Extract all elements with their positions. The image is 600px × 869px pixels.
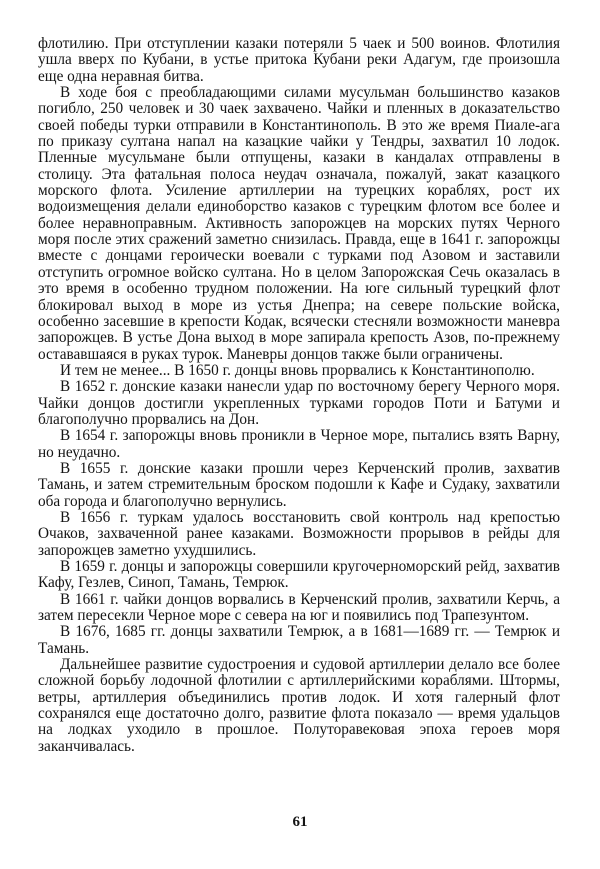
paragraph: В ходе боя с преобладающими силами мусульман большинство казаков погибло, 250 человек и 30 чаек захвачено. Чайки и пленных в доказательство своей победы турки отправили в Константинополь. В это же время Пиале-ага по приказу султана напал на казацкие чайки у Тендры, захватил 10 лодок. Пленные мусульмане были отпущены, казаки в кандалах отправлены в столицу. Эта фатальная полоса неудач означала, пожалуй, закат казацкого морского флота. Усиление артиллерии на турецких кораблях, рост их водоизмещения делали единоборство казаков с турецким флотом все более и более неравноправным. Активность запорожцев на морских путях Черного моря после этих сражений заметно снизилась. Правда, еще в 1641 г. запорожцы вместе с донцами героически воевали с турками под Азовом и заставили отступить огромное войско султана. Но в целом Запорожская Сечь оказалась в это время в особенно трудном положении. На юге сильный турецкий флот блокировал выход в море из устья Днепра; на севере польские войска, особенно засевшие в крепости Кодак, всячески стесняли возможности маневра запорожцев. В устье Дона выход в море запирала крепость Азов, по-прежнему остававшаяся в руках турок. Маневры донцов также были ограничены. (38, 84, 560, 363)
page-number: 61 (292, 814, 308, 830)
paragraph: Дальнейшее развитие судостроения и судовой артиллерии делало все более сложной борьбу лодочной флотилии с артиллерийскими кораблями. Штормы, ветры, артиллерия объединились против лодок. И хотя галерный флот сохранялся еще достаточно долго, развитие флота показало — время удальцов на лодках уходило в прошлое. Полуторавековая эпоха героев моря заканчивалась. (38, 656, 560, 755)
paragraph: В 1652 г. донские казаки нанесли удар по восточному берегу Черного моря. Чайки донцов достигли укрепленных турками городов Поти и Батуми и благополучно прорвались на Дон. (38, 378, 560, 428)
paragraph: В 1659 г. донцы и запорожцы совершили кругочерноморский рейд, захватив Кафу, Гезлев, Синоп, Тамань, Темрюк. (38, 558, 560, 592)
paragraph: В 1676, 1685 гг. донцы захватили Темрюк, а в 1681—1689 гг. — Темрюк и Тамань. (38, 623, 560, 657)
paragraph: В 1656 г. туркам удалось восстановить свой контроль над крепостью Очаков, захваченной ранее казаками. Возможности прорывов в рейды для запорожцев заметно ухудшились. (38, 508, 560, 559)
paragraph: В 1661 г. чайки донцов ворвались в Керченский пролив, захватили Керчь, а затем пересекли Черное море с севера на юг и появились под Трапезунтом. (38, 590, 560, 625)
paragraph: В 1654 г. запорожцы вновь проникли в Черное море, пытались взять Варну, но неудачно. (38, 427, 560, 461)
body-text (38, 36, 560, 755)
paragraph: И тем не менее... В 1650 г. донцы вновь прорвались к Константинополю. (60, 361, 535, 379)
paragraph: В 1655 г. донские казаки прошли через Керченский пролив, захватив Тамань, и затем стремительным броском подошли к Кафе и Судаку, захватили оба города и благополучно вернулись. (38, 459, 560, 510)
paragraph-continued: флотилию. При отступлении казаки потеряли 5 чаек и 500 воинов. Флотилия ушла вверх по Кубани, в устье притока Кубани реки Адагум, где произошла еще одна неравная битва. (38, 35, 560, 85)
